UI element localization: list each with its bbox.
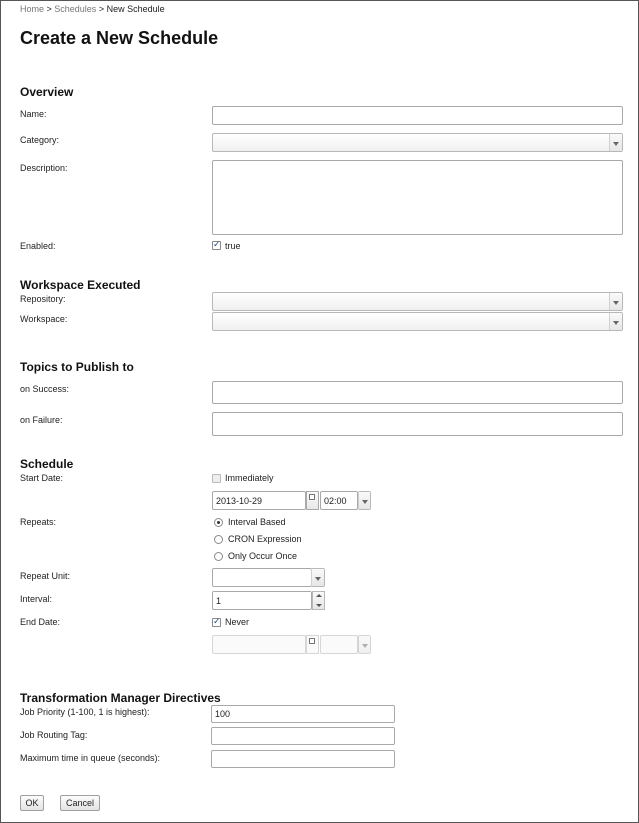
end-time-dropdown[interactable] <box>358 635 371 654</box>
interval-field[interactable] <box>212 591 312 610</box>
end-date-label: End Date: <box>20 617 61 627</box>
spinner-icon[interactable] <box>312 591 325 610</box>
topics-heading: Topics to Publish to <box>20 360 134 374</box>
description-textarea[interactable] <box>212 160 623 235</box>
repeat-option-radio[interactable] <box>214 535 223 544</box>
enabled-label: Enabled: <box>20 241 56 251</box>
workspace-select[interactable] <box>212 312 623 331</box>
start-date-value: 2013-10-29 <box>216 495 263 506</box>
chevron-down-icon[interactable] <box>311 569 324 586</box>
repeat-option-radio[interactable] <box>214 552 223 561</box>
description-label: Description: <box>20 163 68 173</box>
workspace-heading: Workspace Executed <box>20 278 141 292</box>
start-time-dropdown[interactable] <box>358 491 371 510</box>
workspace-label: Workspace: <box>20 314 68 324</box>
repeat-option-label: Only Occur Once <box>228 551 298 561</box>
job-priority-field[interactable] <box>211 705 395 723</box>
repeat-option-label: Interval Based <box>228 517 286 527</box>
immediately-checkbox[interactable] <box>212 474 221 483</box>
schedule-heading: Schedule <box>20 457 74 471</box>
repeat-unit-label: Repeat Unit: <box>20 571 71 581</box>
breadcrumb-home-link[interactable]: Home <box>20 4 45 14</box>
interval-value: 1 <box>216 595 222 606</box>
never-checkbox[interactable] <box>212 618 221 627</box>
chevron-down-icon[interactable] <box>316 604 322 607</box>
chevron-down-icon[interactable] <box>609 313 622 330</box>
start-date-label: Start Date: <box>20 473 64 483</box>
start-date-field[interactable] <box>212 491 306 510</box>
breadcrumb <box>20 4 165 14</box>
start-time-value: 02:00 <box>324 495 347 506</box>
category-select[interactable] <box>212 133 623 152</box>
name-label: Name: <box>20 109 47 119</box>
enabled-checkbox[interactable] <box>212 241 221 250</box>
breadcrumb-separator: > <box>44 4 55 14</box>
chevron-down-icon[interactable] <box>609 134 622 151</box>
tm-heading: Transformation Manager Directives <box>20 691 221 705</box>
page-title: Create a New Schedule <box>20 28 219 48</box>
never-text: Never <box>225 617 250 627</box>
breadcrumb-schedules-link[interactable]: Schedules <box>54 4 97 14</box>
max-queue-label: Maximum time in queue (seconds): <box>20 753 161 763</box>
interval-label: Interval: <box>20 594 53 604</box>
end-time-field[interactable] <box>320 635 358 654</box>
start-time-field[interactable] <box>320 491 358 510</box>
repeats-label: Repeats: <box>20 517 57 527</box>
enabled-text: true <box>225 241 241 251</box>
repeat-unit-field[interactable] <box>212 568 312 587</box>
job-priority-label: Job Priority (1-100, 1 is highest): <box>20 707 150 717</box>
calendar-icon[interactable] <box>306 635 319 654</box>
immediately-text: Immediately <box>225 473 274 483</box>
chevron-down-icon[interactable] <box>358 636 370 653</box>
repeat-option-radio[interactable] <box>214 518 223 527</box>
on-failure-label: on Failure: <box>20 415 63 425</box>
category-label: Category: <box>20 135 60 145</box>
chevron-up-icon[interactable] <box>316 594 322 597</box>
job-routing-label: Job Routing Tag: <box>20 730 88 740</box>
on-success-field[interactable] <box>212 381 623 404</box>
repeat-unit-dropdown[interactable] <box>311 568 325 587</box>
chevron-down-icon[interactable] <box>358 492 370 509</box>
chevron-down-icon[interactable] <box>609 293 622 310</box>
breadcrumb-current: New Schedule <box>106 4 165 14</box>
calendar-icon[interactable] <box>306 491 319 510</box>
job-priority-value: 100 <box>215 709 231 719</box>
ok-button[interactable]: OK <box>20 795 44 811</box>
repeat-option-label: CRON Expression <box>228 534 302 544</box>
max-queue-field[interactable] <box>211 750 395 768</box>
cancel-button[interactable]: Cancel <box>60 795 100 811</box>
on-success-label: on Success: <box>20 384 70 394</box>
name-field[interactable] <box>212 106 623 125</box>
repository-label: Repository: <box>20 294 66 304</box>
job-routing-field[interactable] <box>211 727 395 745</box>
repository-select[interactable] <box>212 292 623 311</box>
on-failure-field[interactable] <box>212 412 623 436</box>
end-date-field[interactable] <box>212 635 306 654</box>
overview-heading: Overview <box>20 85 74 99</box>
breadcrumb-separator: > <box>96 4 107 14</box>
